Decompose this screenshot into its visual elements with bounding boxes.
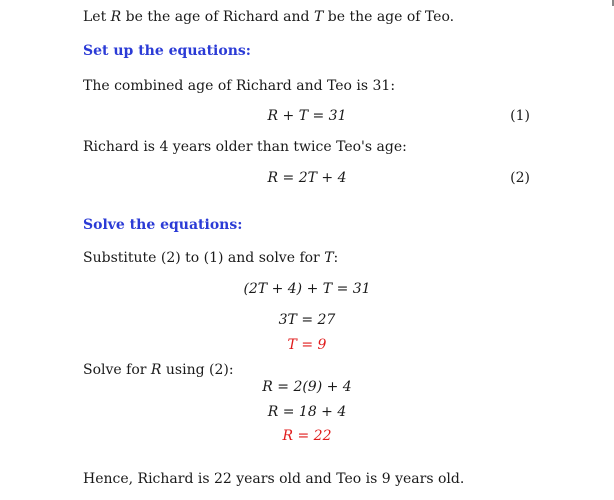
combined-age-statement: The combined age of Richard and Teo is 31: [83,78,396,94]
substitute-statement [83,249,338,267]
intro-mid: be the age of Richard and [121,9,314,25]
result-t: T = 9 [287,337,327,353]
equation-1: R + T = 31 [267,108,347,124]
solve-r-statement [83,361,234,379]
step-r-simplify: R = 18 + 4 [267,404,347,420]
setup-heading: Set up the equations: [83,43,251,59]
conclusion: Hence, Richard is 22 years old and Teo is 9 years old. [83,471,465,487]
intro-var-r: R [110,9,122,25]
intro-pre: Let [83,9,111,25]
step-r-substitute: R = 2(9) + 4 [262,379,352,395]
equation-1-number: (1) [510,108,530,124]
equation-2: R = 2T + 4 [267,170,347,186]
result-r: R = 22 [282,428,332,444]
solve-r-var: R [150,362,162,378]
solve-r-pre: Solve for [83,362,151,378]
intro-post: be the age of Teo. [323,9,455,25]
intro-var-t: T [313,9,324,25]
step-simplify: 3T = 27 [278,312,336,328]
solve-r-post: using (2): [161,362,234,378]
older-statement: Richard is 4 years older than twice Teo's age: [83,139,407,155]
intro-line [83,8,454,26]
substitute-post: : [333,250,339,266]
substitute-pre: Substitute (2) to (1) and solve for [83,250,325,266]
step-substitution: (2T + 4) + T = 31 [243,281,371,297]
equation-2-number: (2) [510,170,530,186]
solve-heading: Solve the equations: [83,217,243,233]
substitute-var: T [324,250,334,266]
